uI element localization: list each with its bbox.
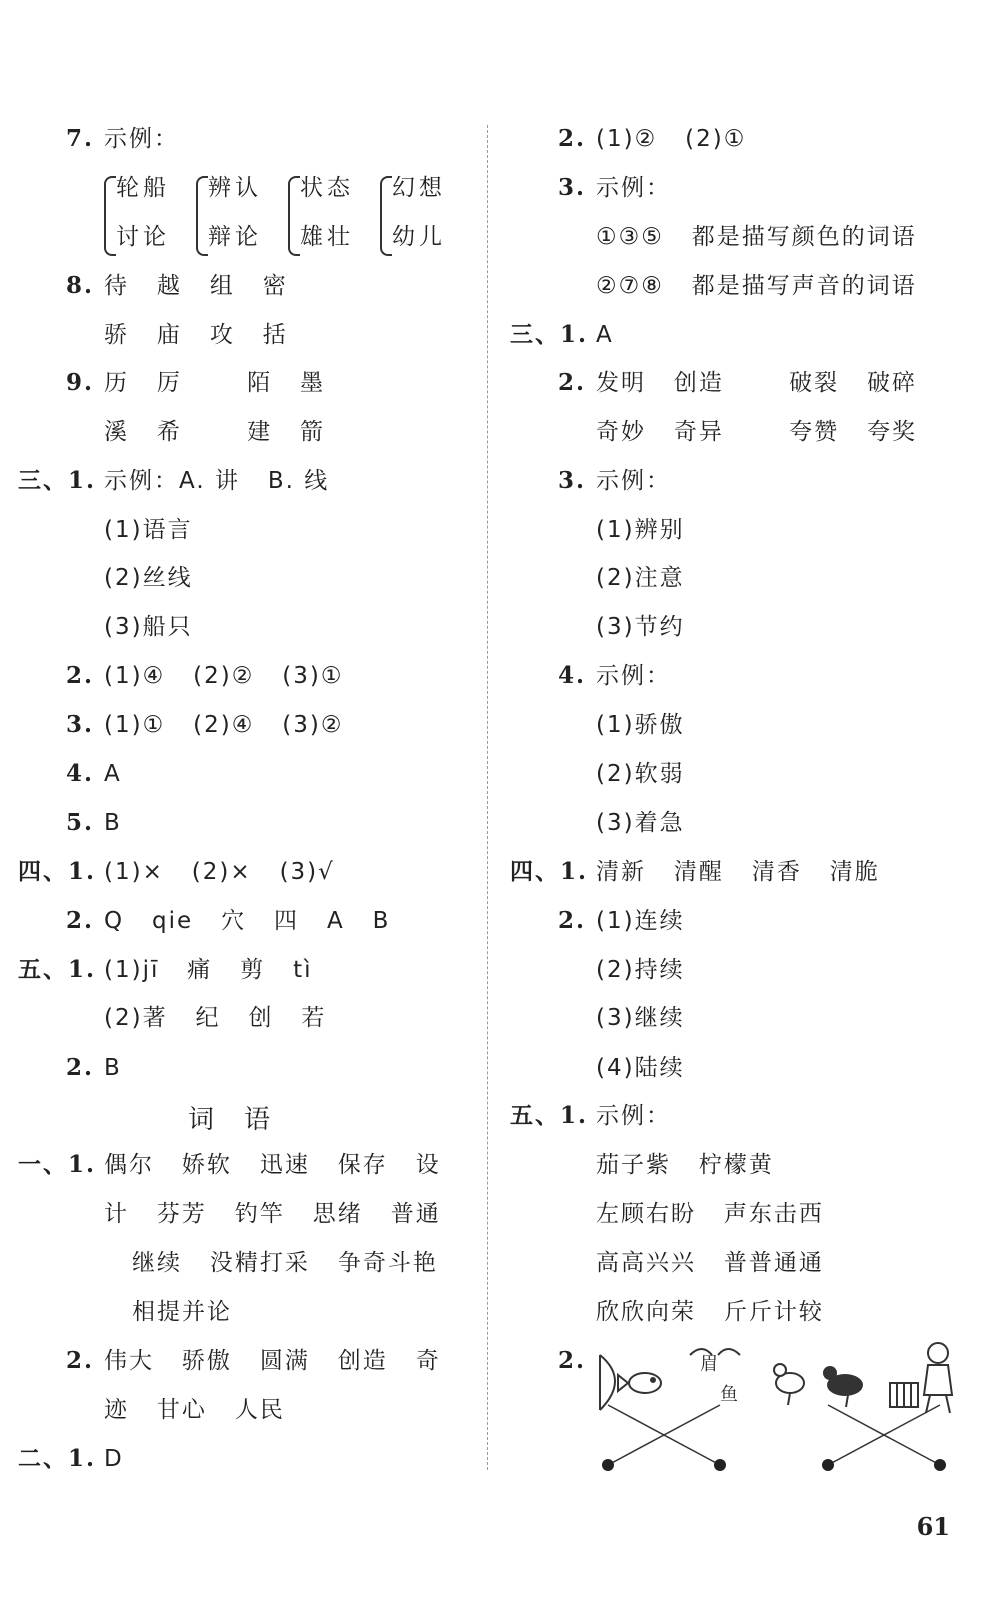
page-number: 61 <box>916 1512 950 1541</box>
s3-3: (1)① (2)④ (3)② <box>104 712 344 738</box>
pair-4-top: 幻想 <box>392 175 446 201</box>
c1-label: 一、1. <box>18 1151 97 1178</box>
s3-3-label: 3. <box>66 711 95 738</box>
r-s5-1: 示例： <box>596 1103 671 1129</box>
s3-5-label: 5. <box>66 809 95 836</box>
s3-2: (1)④ (2)② (3)① <box>104 663 344 689</box>
s3-1-b: (2)丝线 <box>104 565 193 591</box>
r-s3-3-b: (2)注意 <box>596 565 685 591</box>
r2: (1)② (2)① <box>596 126 747 152</box>
pair-1-bottom: 讨论 <box>116 224 170 250</box>
c1-line1: 偶尔 娇软 迅速 保存 设 <box>104 1152 441 1178</box>
s4-2: Q qie 穴 四 A B <box>104 908 391 934</box>
s3-1-a: (1)语言 <box>104 517 193 543</box>
r2-label: 2. <box>558 125 587 152</box>
pair-3-bottom: 雄壮 <box>300 224 354 250</box>
r3-a: ①③⑤ 都是描写颜色的词语 <box>596 224 917 250</box>
picture-matching-illustration <box>590 1335 970 1485</box>
r-s3-2-line2: 奇妙 奇异 夸赞 夸奖 <box>596 419 918 445</box>
match-dot-4 <box>934 1459 946 1471</box>
s3-1-c: (3)船只 <box>104 614 193 640</box>
r-s4-2-d: (4)陆续 <box>596 1055 685 1081</box>
brace-3 <box>288 176 300 256</box>
r-s4-2-label: 2. <box>558 907 587 934</box>
r-s3-3-label: 3. <box>558 467 587 494</box>
r-s3-2-line1: 发明 创造 破裂 破碎 <box>596 370 918 396</box>
r-s3-3-a: (1)辨别 <box>596 517 685 543</box>
s3-1: 示例：A. 讲 B. 线 <box>104 468 330 494</box>
c1-line2: 计 芬芳 钓竿 思绪 普通 <box>104 1201 441 1227</box>
match-dot-1 <box>602 1459 614 1471</box>
c2-label: 二、1. <box>18 1445 97 1472</box>
r3: 示例： <box>596 175 671 201</box>
s4-2-label: 2. <box>66 907 95 934</box>
c1-2-line2: 迹 甘心 人民 <box>104 1397 285 1423</box>
s3-5: B <box>104 810 122 836</box>
bow-icon <box>600 1355 615 1410</box>
child-figure-icon <box>924 1343 952 1413</box>
pair-2-bottom: 辩论 <box>208 224 262 250</box>
match-dot-3 <box>822 1459 834 1471</box>
s3-4: A <box>104 761 122 787</box>
q8-line1: 待 越 组 密 <box>104 273 288 299</box>
r-s5-2-label: 2. <box>558 1347 587 1374</box>
r-s5-1-c: 高高兴兴 普普通通 <box>596 1250 824 1276</box>
s3-2-label: 2. <box>66 662 95 689</box>
r-s3-3-c: (3)节约 <box>596 614 685 640</box>
pic-char-1: 眉 <box>700 1354 718 1375</box>
section-3-label: 三、1. <box>18 467 97 494</box>
c1-line3: 继续 没精打采 争奇斗艳 <box>132 1250 438 1276</box>
r-s4-2-c: (3)继续 <box>596 1005 685 1031</box>
brace-4 <box>380 176 392 256</box>
r-s5-1-b: 左顾右盼 声东击西 <box>596 1201 824 1227</box>
pair-2-top: 辨认 <box>208 175 262 201</box>
r-s3-3: 示例： <box>596 468 671 494</box>
fish-icon <box>618 1373 661 1393</box>
s5-2: B <box>104 1055 122 1081</box>
section-4-label: 四、1. <box>18 858 97 885</box>
pair-1-top: 轮船 <box>116 175 170 201</box>
r-s3-4-c: (3)着急 <box>596 810 685 836</box>
pic-char-2: 鱼 <box>720 1384 738 1405</box>
q7-text: 示例： <box>104 126 179 152</box>
r-section-4-label: 四、1. <box>510 858 589 885</box>
r-s3-4-b: (2)软弱 <box>596 761 685 787</box>
r-s5-1-d: 欣欣向荣 斤斤计较 <box>596 1299 824 1325</box>
section-heading: 词语 <box>188 1105 301 1135</box>
q9-line1: 历 厉 陌 墨 <box>104 370 326 396</box>
matching-lines <box>608 1405 940 1465</box>
bird-small-icon <box>774 1364 804 1405</box>
s5-1b: (2)著 纪 创 若 <box>104 1005 327 1031</box>
bird-dark-icon <box>823 1366 863 1407</box>
c2-1: D <box>104 1446 124 1472</box>
s4-1: (1)× (2)× (3)√ <box>104 859 335 885</box>
r-s3-1: A <box>596 322 614 348</box>
c1-2-label: 2. <box>66 1347 95 1374</box>
r-s3-4-label: 4. <box>558 662 587 689</box>
section-5-label: 五、1. <box>18 956 97 983</box>
q8-line2: 骄 庙 攻 括 <box>104 322 288 348</box>
q9-line2: 溪 希 建 箭 <box>104 419 326 445</box>
r-s5-1-a: 茄子紫 柠檬黄 <box>596 1152 774 1178</box>
s5-2-label: 2. <box>66 1054 95 1081</box>
r-s3-4-a: (1)骄傲 <box>596 712 685 738</box>
c1-2-line1: 伟大 骄傲 圆满 创造 奇 <box>104 1348 441 1374</box>
q7-label: 7. <box>66 125 95 152</box>
r-section-5-label: 五、1. <box>510 1102 589 1129</box>
pair-3-top: 状态 <box>300 175 354 201</box>
pair-4-bottom: 幼儿 <box>392 224 446 250</box>
r3-b: ②⑦⑧ 都是描写声音的词语 <box>596 273 917 299</box>
r-section-3-label: 三、1. <box>510 321 589 348</box>
brace-1 <box>104 176 116 256</box>
s3-4-label: 4. <box>66 760 95 787</box>
c1-line4: 相提并论 <box>132 1299 232 1325</box>
r3-label: 3. <box>558 174 587 201</box>
s5-1a: (1)jī 痛 剪 tì <box>104 957 313 983</box>
match-dot-2 <box>714 1459 726 1471</box>
r-s3-4: 示例： <box>596 663 671 689</box>
r-s3-2-label: 2. <box>558 369 587 396</box>
r-s4-2-a: (1)连续 <box>596 908 685 934</box>
r-s4-2-b: (2)持续 <box>596 957 685 983</box>
q9-label: 9. <box>66 369 95 396</box>
q8-label: 8. <box>66 272 95 299</box>
r-s4-1: 清新 清醒 清香 清脆 <box>596 859 880 885</box>
brace-2 <box>196 176 208 256</box>
column-divider <box>487 125 488 1470</box>
fence-icon <box>890 1383 918 1407</box>
